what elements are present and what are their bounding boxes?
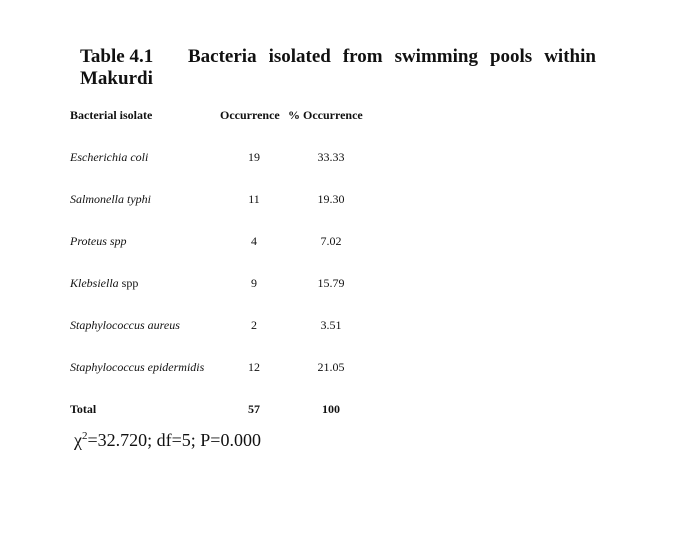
isolate-name: Escherichia coli: [70, 149, 149, 164]
occurrence-cell: 12: [248, 359, 260, 374]
table-caption: [80, 46, 596, 90]
header-percent-occurrence: % Occurrence: [288, 107, 363, 122]
total-percent: 100: [322, 401, 340, 416]
isolate-name: Staphylococcus epidermidis: [70, 359, 205, 374]
isolate-name: Klebsiella: [70, 275, 119, 290]
total-occurrence: 57: [248, 401, 260, 416]
percent-cell: 3.51: [320, 317, 342, 332]
percent-cell: 19.30: [317, 191, 345, 206]
bacteria-table: [70, 104, 374, 430]
percent-cell: 21.05: [317, 359, 345, 374]
total-label: Total: [70, 401, 97, 416]
isolate-name: Proteus spp: [70, 233, 127, 248]
table-row: [70, 346, 374, 388]
occurrence-cell: 2: [251, 317, 257, 332]
percent-cell: 33.33: [317, 149, 345, 164]
table-row: [70, 220, 374, 262]
chi-square-result: [74, 430, 261, 451]
chi-square-values: =32.720; df=5; P=0.000: [87, 430, 261, 450]
table-row: [70, 136, 374, 178]
occurrence-cell: 19: [248, 149, 260, 164]
table-number: Table 4.1: [80, 46, 154, 67]
header-occurrence: Occurrence: [220, 107, 280, 122]
chi-superscript: 2: [82, 430, 88, 442]
occurrence-cell: 4: [251, 233, 257, 248]
table-row: [70, 178, 374, 220]
isolate-name: Staphylococcus aureus: [70, 317, 180, 332]
table-title-line1: Bacteria isolated from swimming pools within: [188, 46, 596, 67]
isolate-suffix: spp: [118, 275, 139, 290]
table-title-line2: Makurdi: [80, 68, 153, 89]
header-bacterial-isolate: Bacterial isolate: [70, 107, 153, 122]
isolate-name: Salmonella typhi: [70, 191, 151, 206]
table-header-row: [70, 104, 374, 126]
occurrence-cell: 9: [251, 275, 257, 290]
table-row: [70, 262, 374, 304]
table-total-row: [70, 388, 374, 430]
percent-cell: 7.02: [320, 233, 342, 248]
percent-cell: 15.79: [317, 275, 345, 290]
chi-symbol: χ: [74, 430, 82, 450]
table-row: [70, 304, 374, 346]
occurrence-cell: 11: [248, 191, 260, 206]
